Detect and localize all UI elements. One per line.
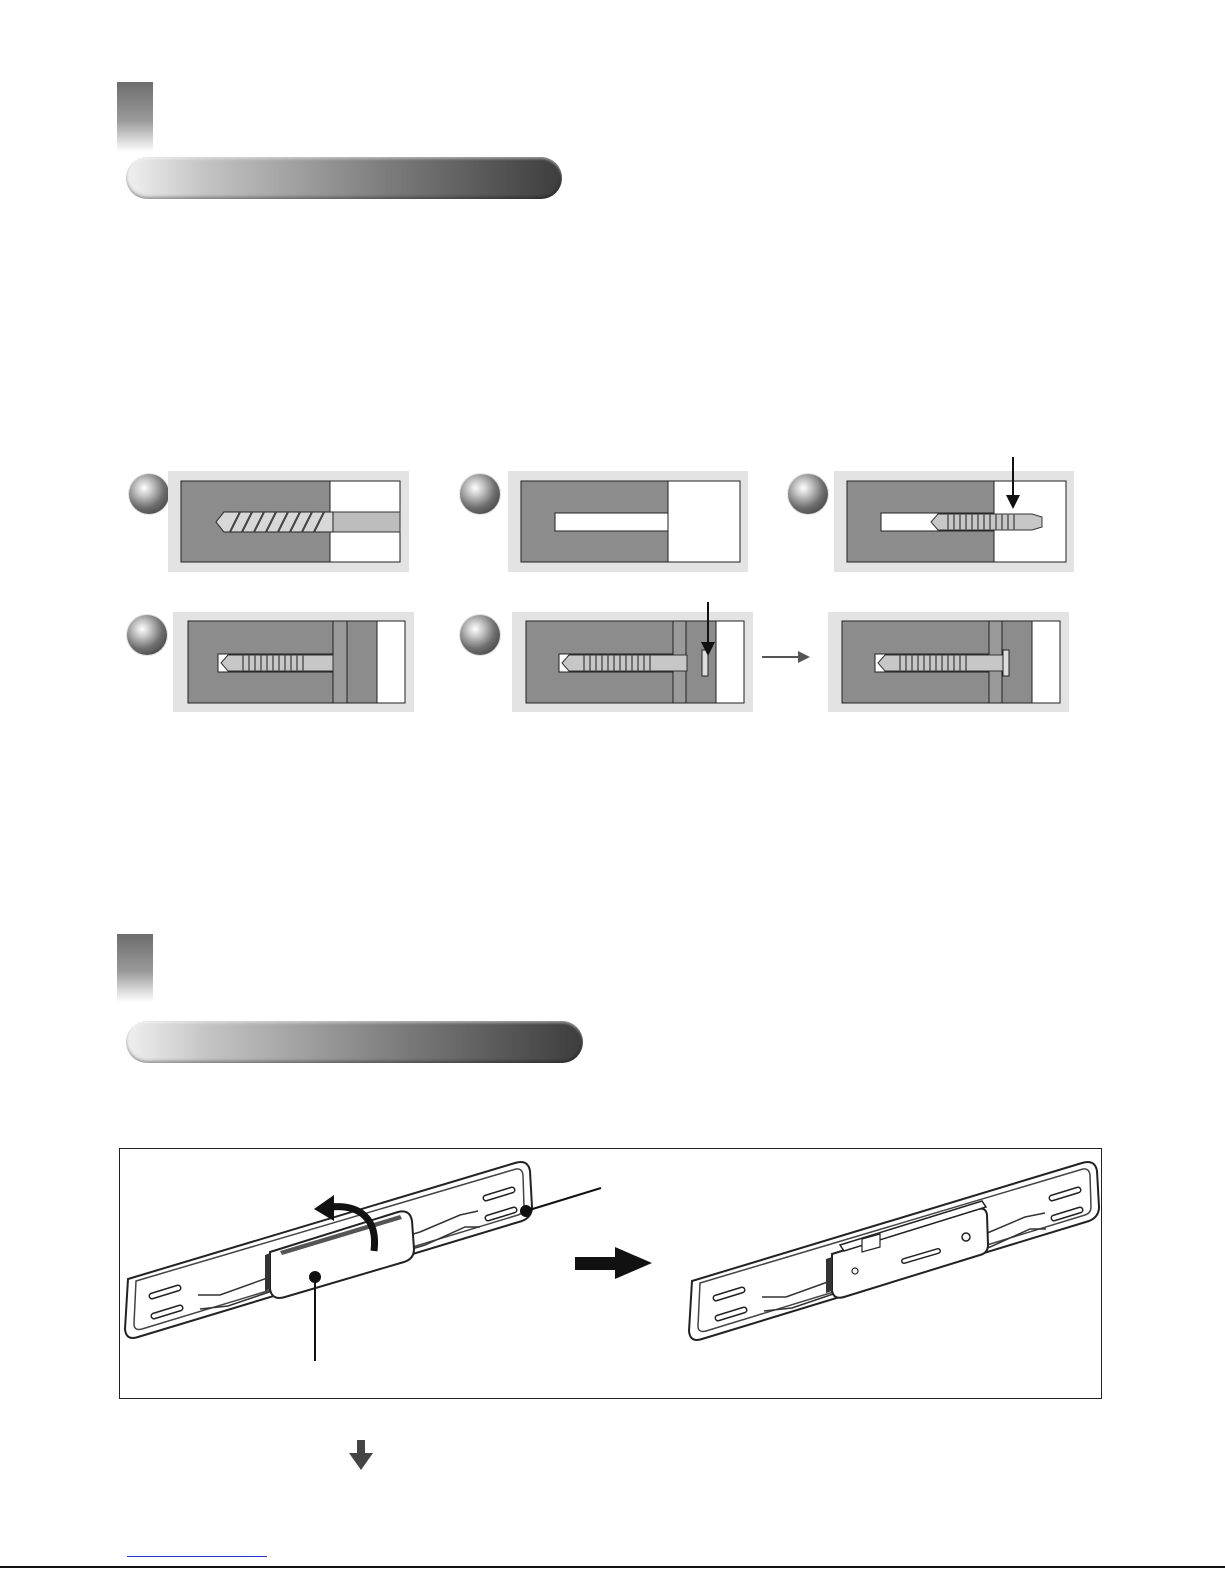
section-2-marker	[117, 934, 153, 1002]
step-2-panel	[508, 471, 748, 572]
section-1-heading-bar	[126, 157, 562, 199]
step-3-badge	[788, 474, 828, 514]
step-4-panel	[173, 612, 414, 712]
step-5-badge	[460, 615, 500, 655]
section-1-marker	[117, 82, 153, 152]
bracket-open-icon	[689, 1162, 1099, 1340]
drilled-hole-icon	[508, 471, 748, 572]
step-1-panel	[168, 471, 409, 572]
screw-tightened-icon	[828, 612, 1069, 712]
down-arrow-icon	[349, 1440, 373, 1472]
drill-bit-icon	[168, 471, 409, 572]
step-5-panel	[512, 612, 753, 712]
step-3-panel	[834, 471, 1074, 572]
step-2-badge	[460, 474, 500, 514]
wall-bracket-icon	[120, 1149, 1103, 1400]
flow-arrow-icon	[762, 650, 812, 664]
insert-arrow-icon	[1003, 457, 1023, 517]
step-4-badge	[127, 615, 167, 655]
step-5b-panel	[828, 612, 1069, 712]
section-2-heading-bar	[126, 1021, 583, 1063]
plug-with-bracket-icon	[173, 612, 414, 712]
bracket-illustration	[119, 1148, 1102, 1399]
footer-link[interactable]	[127, 1556, 267, 1557]
next-step-arrow-icon	[575, 1247, 652, 1279]
wall-plug-insert-icon	[834, 471, 1074, 572]
page-bottom-rule	[0, 1566, 1225, 1568]
step-1-badge	[129, 474, 169, 514]
tighten-arrow-icon	[698, 602, 718, 664]
